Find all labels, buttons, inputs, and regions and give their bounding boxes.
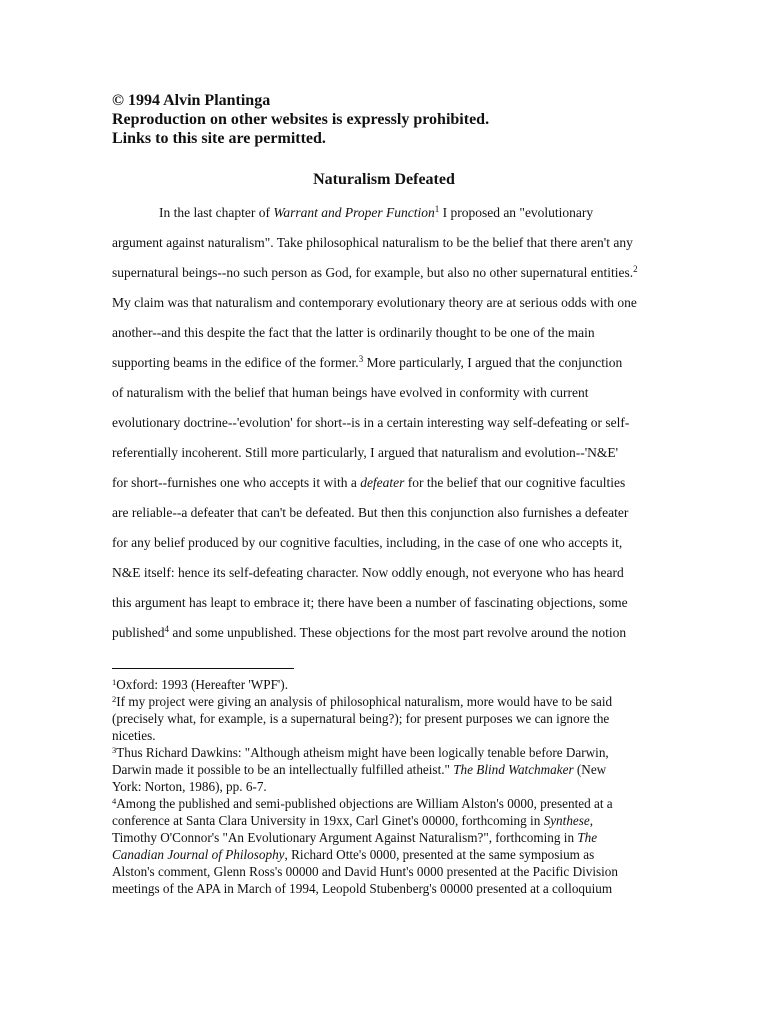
footnote-1: $^1$Oxford: 1993 (Hereafter 'WPF'). xyxy=(112,677,288,692)
book-title-wpf: Warrant and Proper Function xyxy=(273,205,435,220)
footnote-4-cont: conference at Santa Clara University in 19xx, Carl Ginet's 00000, forthcoming in Synthese, xyxy=(112,813,594,828)
footnote-ref[interactable]: 3 xyxy=(358,354,364,364)
footnote-4-cont: Alston's comment, Glenn Ross's 00000 and David Hunt's 0000 presented at the Pacific Division xyxy=(112,864,618,879)
footnote-2: $^2$If my project were giving an analysis of philosophical naturalism, more would have to be said xyxy=(112,694,613,709)
body-line: My claim was that naturalism and contemporary evolutionary theory are at serious odds with one xyxy=(112,295,637,310)
body-line: supernatural beings--no such person as God, for example, but also no other supernatural entities.$^2$ xyxy=(112,264,638,280)
footnote-2-cont: (precisely what, for example, is a supernatural being?); for present purposes we can ignore the xyxy=(112,711,610,726)
footnote-4-cont: Timothy O'Connor's "An Evolutionary Argument Against Naturalism?", forthcoming in The xyxy=(112,830,598,845)
body-line: In the last chapter of Warrant and Proper Function$^1$ I proposed an "evolutionary xyxy=(159,204,594,220)
body-line: are reliable--a defeater that can't be defeated. But then this conjunction also furnishes a defeater xyxy=(112,505,629,520)
footnote-ref[interactable]: 4 xyxy=(164,624,169,634)
footnote-4: $^4$Among the published and semi-published objections are William Alston's 0000, presented at a xyxy=(112,796,613,811)
footnote-4-cont: Canadian Journal of Philosophy, Richard Otte's 0000, presented at the same symposium as xyxy=(112,847,595,862)
body-line: for any belief produced by our cognitive faculties, including, in the case of one who accepts it, xyxy=(112,535,623,550)
footnote-2-cont: niceties. xyxy=(112,728,156,743)
document-title: Naturalism Defeated xyxy=(313,171,455,188)
body-line: argument against naturalism". Take philosophical naturalism to be the belief that there aren't any xyxy=(112,235,633,250)
body-line: referentially incoherent. Still more particularly, I argued that naturalism and evolution--'N&E' xyxy=(112,445,619,460)
defeater-term: defeater xyxy=(360,475,405,490)
copyright-header xyxy=(112,91,489,148)
footnote-3-cont: Darwin made it possible to be an intellectually fulfilled atheist." The Blind Watchmaker (New xyxy=(112,762,607,777)
body-line: of naturalism with the belief that human beings have evolved in conformity with current xyxy=(112,385,589,400)
copyright-line: © 1994 Alvin Plantinga xyxy=(112,92,271,109)
body-line: published$^4$ and some unpublished. These objections for the most part revolve around the notion xyxy=(112,624,627,640)
footnote-4-cont: meetings of the APA in March of 1994, Leopold Stubenberg's 00000 presented at a colloquium xyxy=(112,881,613,896)
body-line: for short--furnishes one who accepts it with a defeater for the belief that our cognitive faculties xyxy=(112,475,626,490)
footnote-separator xyxy=(112,668,294,669)
footnote-3-cont: York: Norton, 1986), pp. 6-7. xyxy=(112,779,267,794)
body-line: supporting beams in the edifice of the former.$^3$ More particularly, I argued that the conjunction xyxy=(112,354,623,370)
body-line: N&E itself: hence its self-defeating character. Now oddly enough, not everyone who has heard xyxy=(112,565,624,580)
reproduction-notice: Reproduction on other websites is expressly prohibited. xyxy=(112,111,490,128)
body-line: evolutionary doctrine--'evolution' for short--is in a certain interesting way self-defeating or self- xyxy=(112,415,630,430)
footnote-ref[interactable]: 2 xyxy=(633,264,638,274)
links-notice: Links to this site are permitted. xyxy=(112,130,326,147)
footnote-3: $^3$Thus Richard Dawkins: "Although atheism might have been logically tenable before Darwin, xyxy=(112,745,609,760)
body-line: this argument has leapt to embrace it; there have been a number of fascinating objections, some xyxy=(112,595,628,610)
body-line: another--and this despite the fact that the latter is ordinarily thought to be one of the main xyxy=(112,325,595,340)
footnote-ref[interactable]: 1 xyxy=(434,204,440,214)
